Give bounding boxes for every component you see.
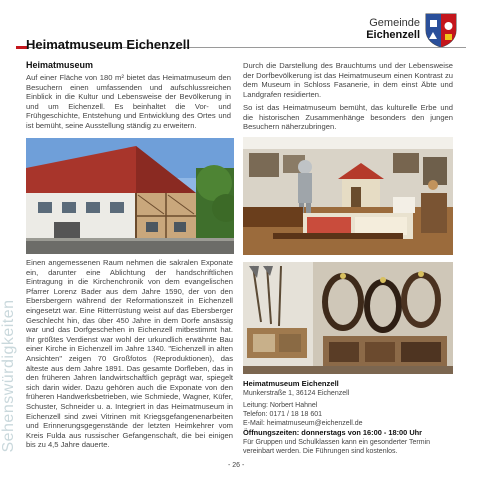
- contact-info: [243, 379, 458, 456]
- page-number: - 26 -: [228, 462, 245, 469]
- section-heading: Heimatmuseum: [26, 60, 94, 70]
- brand-line-2: Eichenzell: [366, 29, 420, 41]
- info-note: Für Gruppen und Schulklassen kann ein gesonderter Termin vereinbart werden. Die Führungen sind kostenlos.: [243, 439, 431, 455]
- info-address: Munkerstraße 1, 36124 Eichenzell: [243, 390, 350, 397]
- kulturelles-erbe-paragraph: So ist das Heimatmuseum bemüht, das kulturelle Erbe und die historischen Zusammenhänge besonders den jungen Besuchern näherzubringen.: [243, 103, 453, 132]
- tools-exhibit-photo: [243, 262, 453, 374]
- side-label: Sehenswürdigkeiten: [0, 299, 17, 453]
- coat-of-arms-icon: [424, 12, 458, 48]
- intro-paragraph: Auf einer Fläche von 180 m² bietet das Heimatmuseum den Besuchern einen umfassenden und aufschlussreichen Einblick in die Kultur und Lebensweise der Bevölkerung in und um Eichenzell. Es beinhaltet die Vor- und Frühgeschichte, Entstehung und Entwicklung des Ortes und ist bemüht, seine Ausstellung ständig zu erweitern.: [26, 73, 231, 130]
- municipality-brand: [366, 17, 420, 41]
- info-museum-name: Heimatmuseum Eichenzell: [243, 379, 339, 388]
- exponate-paragraph: Einen angemessenen Raum nehmen die sakralen Exponate ein, darunter eine Ablichtung der handschriftlichen Eintragung in die Kirchenchronik von dem evangelischen Pfarrer Lorenz Bader aus dem Jahre 1590, der von den Ebersbergern während der Reformationszeit in Eichenzell eingesetzt war. Eine Ritterrüstung weist auf das Ebersberger Geschlecht hin, das über 450 Jahre in dem Dorfe ansässig war und das Dorfgeschehen in Eichenzell mitbestimmt hat. Ihr größtes Verdienst war wohl der urkundlich erwähnte Bau einer Kirche in Eichenzell im Jahre 1340. "Eichenzell in alten Ansichten" zeigen 70 Großfotos (Reproduktionen), das älteste aus dem Jahre 1891. Das gesamte Dorfleben, das in den früheren Jahren landwirtschaftlich geprägt war, spiegelt sich darin wider. Dazu gehören auch die Exponate von den früheren Handwerksbetrieben, wie Schmiede, Wagner, Küfer, Schuster, Schneider u. a. Integriert in das Heimatmuseum in Eichenzell sind zwei Vitrinen mit Kriegsgefangenenarbeiten und Erinnerungsgegenstände der letzten Heimkehrer vom Kreis Fulda aus russischer Gefangenschaft, die bei einigen bis zu 4,5 Jahre dauerte.: [26, 258, 233, 450]
- info-opening-hours: Öffnungszeiten: donnerstags von 16:00 - 18:00 Uhr: [243, 428, 423, 437]
- info-phone: Telefon: 0171 / 18 18 601: [243, 411, 323, 418]
- brand-line-1: Gemeinde: [369, 17, 420, 29]
- brauchtum-paragraph: Durch die Darstellung des Brauchtums und der Lebensweise der Dorfbevölkerung ist das Heimatmuseum einen Kontrast zu dem Museum in Schloss Fasanerie, in dem einst Äbte und Landgrafen residierten.: [243, 61, 453, 99]
- page-title: Heimatmuseum Eichenzell: [26, 37, 190, 52]
- museum-interior-photo: [243, 137, 453, 255]
- museum-building-photo: [26, 138, 234, 254]
- info-email[interactable]: E-Mail: heimatmuseum@eichenzell.de: [243, 420, 363, 427]
- info-contact-person: Leitung: Norbert Hahnel: [243, 402, 318, 409]
